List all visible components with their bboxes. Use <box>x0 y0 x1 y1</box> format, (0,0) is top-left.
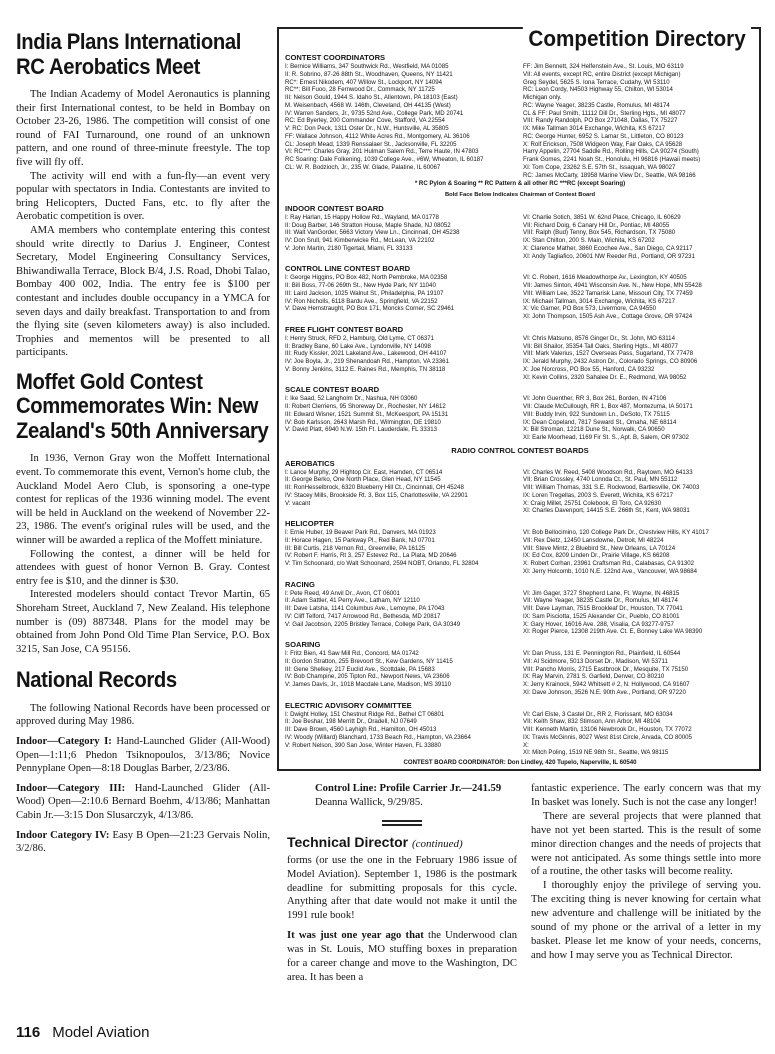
directory-entry: V: Robert Nelson, 390 San Jose, Winter Haven, FL 33880 <box>285 741 442 749</box>
directory-entry: VIII: Ralph (Bud) Tenny, Box 545, Richardson, TX 75080 <box>523 229 676 237</box>
board-members-left <box>285 335 517 382</box>
board-members-right <box>523 214 755 261</box>
directory-entry: FF: Wallace Johnson, 4112 White Acres Rd., Montgomery, AL 36106 <box>285 132 470 140</box>
board-title: FREE FLIGHT CONTEST BOARD <box>285 324 404 334</box>
board-title: SCALE CONTEST BOARD <box>285 385 380 395</box>
directory-entry: X: Vic Garner, PO Box 573, Livermore, CA 94550 <box>523 305 657 313</box>
directory-entry: VII: Bill Shailor, 35354 Tall Oaks, Sterling Hgts., MI 48077 <box>523 342 679 350</box>
directory-entry: IX: Sam Pisciotta, 1525 Alexander Cir., Pueblo, CO 81001 <box>523 612 680 620</box>
td-title: Technical Director <box>287 833 409 850</box>
directory-entry: VII: Rex Dietz, 12450 Lansdowne, Detroit, MI 48224 <box>523 536 664 544</box>
directory-entry: VIII: Randy Randolph, PO Box 271048, Dallas, TX 75227 <box>523 117 678 125</box>
left-column <box>16 30 270 856</box>
directory-entry: III: Gene Shelkey, 217 Euclid Ave., Scottdale, PA 15683 <box>285 665 435 673</box>
directory-entry: V: Bonny Jenkins, 3112 E. Raines Rd., Memphis, TN 38118 <box>285 365 446 373</box>
board-title: RACING <box>285 579 315 589</box>
directory-entry: I: Dwight Holley, 151 Chestnut Ridge Rd., Bethel CT 06801 <box>285 710 445 718</box>
board-section <box>285 204 755 261</box>
directory-entry: VI: Carl Elste, 3 Castel Dr., RR 2, Florissant, MO 63034 <box>523 710 673 718</box>
directory-entry: V: John Martin, 2180 Tigertail, Miami, FL 33133 <box>285 244 413 252</box>
coordinators-right <box>523 63 755 179</box>
directory-entry: X: Robert Corhan, 23961 Craftsman Rd., Calabasas, CA 91302 <box>523 560 695 567</box>
directory-entry: V: James Davis, Jr., 1018 Macdale Lane, Madison, MS 39110 <box>285 681 451 688</box>
directory-entry: IX: Travis McGinnis, 8027 West 81st Circle, Arvada, CO 80005 <box>523 733 692 741</box>
directory-entry: RC**: Bill Fuoo, 28 Fernwood Dr., Commack, NY 11725 <box>285 86 435 94</box>
lower-col-b <box>531 782 761 985</box>
td-continued: (continued) <box>412 837 463 850</box>
directory-entry: III: RonHesselbrock, 6320 Blueberry Hill Ct., Cincinnati, OH 45248 <box>285 484 464 491</box>
directory-entry: XI: Roger Pierce, 12308 219th Ave. Ct. E, Bonney Lake WA 98390 <box>523 628 703 636</box>
india-p1: The Indian Academy of Model Aeronautics is planning their first International contest, to be held in Bombay on October 23-26, 1986. The competition will consist of one round of FAI Turnaround, one round of an unknown pattern, and one round of three-minute freestyle. The top five will fly off. <box>16 89 270 168</box>
cl-line: Control Line: Profile Carrier Jr.—241.59 <box>315 783 502 794</box>
record-1 <box>16 735 270 776</box>
directory-entry: VII: Wayne Yeager, 38235 Castle Dr., Romulus, MI 48174 <box>523 597 678 605</box>
control-line-record <box>287 782 517 810</box>
directory-entry: II: R. Sobrino, 87-26 88th St., Woodhaven, Queens, NY 11421 <box>285 70 453 78</box>
directory-entry: VIII: Dave Layman, 7515 Brookleaf Dr., Houston, TX 77041 <box>523 605 683 612</box>
directory-entry: IV: Warren Sanders, Jr., 9735 52nd Ave., College Park, MD 20741 <box>285 109 464 117</box>
directory-entry: RC*: Ernest Nikodem, 407 Willow St., Lockport, NY 14094 <box>285 78 443 86</box>
india-p3: AMA members who contemplate entering this contest should write directly to Darius J. Engineer, Contest Secretary, Model Engineering Consultancy Services, Bhiwandiwalla Terrace, Block B/4, J.S. Road, Dhobi Talao, Bombay 400 002, India. The entry fee is $100 per contestant and includes double occupancy in a YMCA for seven days and daily breakfast. Transportation to and from the flying site (seven kilometers away) is also included. Trophies and mementos will be presented to all participants. <box>16 224 270 359</box>
board-section <box>285 385 755 442</box>
board-members <box>285 469 755 516</box>
directory-entry: III: Rudy Kissler, 2021 Lakeland Ave., Lakewood, OH 44107 <box>285 350 447 358</box>
td-p1: forms (or use the one in the February 1986 issue of Model Aviation). September 1, 1986 is the postmark deadline for submitting proposals for this cycle. Anything after that date would not make it until the 1991 rule book! <box>287 854 517 922</box>
directory-entry: VII: Al Scidmore, 5013 Dorset Dr., Madison, WI 53711 <box>523 657 668 665</box>
board-members-right <box>523 529 755 576</box>
directory-entry: V: Gail Jacobson, 2205 Bristley Terrace, College Park, GA 30349 <box>285 620 461 628</box>
board-members <box>285 395 755 442</box>
directory-entry: IV: Bob Karlsson, 2643 Marsh Rd., Wilmington, DE 19810 <box>285 418 441 426</box>
directory-entry: VIII: Steve Mintz, 2 Bluebird St., New Orleans, LA 70124 <box>523 544 676 552</box>
directory-entry: IX: Ed Cox, 8209 Linden Dr., Prairie Village, KS 66208 <box>523 552 670 560</box>
directory-entry: XI: Earle Moorhead, 1169 Fir St. S., Apt. B, Salem, OR 97302 <box>523 434 689 441</box>
contest-boards <box>285 204 755 442</box>
b-p3: I thoroughly enjoy the privilege of serving you. The exciting thing is never knowing for certain what new adventure and challenge will be initiated by the sound of my phone or the arrival of a letter in my basket. Please let me know of your needs, concerns, and how I may serve you as Technical Director. <box>531 880 761 961</box>
board-members-right <box>523 274 755 321</box>
board-section <box>285 264 755 321</box>
record-3-text: Easy B Open—21:23 Gervais Nolin, 3/2/86. <box>16 829 270 855</box>
directory-entry: X: <box>523 741 529 749</box>
directory-entry: XI: Charles Davenport, 14415 S.E. 266th St., Kent, WA 98031 <box>523 507 690 515</box>
headline-india: India Plans International RC Aerobatics Meet <box>16 29 242 79</box>
directory-entry: II: George Berko, One North Place, Glen Head, NY 11545 <box>285 476 441 484</box>
directory-entry: VI: Charlie Sotich, 3851 W. 62nd Place, Chicago, IL 60629 <box>523 213 681 221</box>
board-members <box>285 335 755 382</box>
board-members-right <box>523 469 755 516</box>
moffet-p3: Interested modelers should contact Trevor Martin, 65 Shoreham Street, Auckland 7, New Zealand. His telephone number is (09) 887348. Plans for the model may be obtained from John Pond Old Time Plan Service, P.O. Box 3215, San Jose, CA 95156. <box>16 589 270 655</box>
coordinators-heading: CONTEST COORDINATORS <box>285 53 386 62</box>
directory-entry: I: Ernie Huber, 19 Beaver Park Rd., Danvers, MA 01923 <box>285 529 436 536</box>
directory-entry: VII: Claude McCullough, RR 1, Box 487, Montezuma, IA 50171 <box>523 403 693 410</box>
directory-entry: III: Bill Curtis, 218 Vernon Rd., Greenville, PA 16125 <box>285 544 426 552</box>
records-intro: The following National Records have been processed or approved during May 1986. <box>16 702 270 728</box>
record-3-head: Indoor Category IV: <box>16 829 110 841</box>
board-title: CONTROL LINE CONTEST BOARD <box>285 264 411 274</box>
board-members <box>285 590 755 637</box>
directory-entry: XI: Andy Tagliafico, 20601 NW Reeder Rd., Portland, OR 97231 <box>523 252 695 260</box>
directory-entry: VI: RC***: Charles Gray, 201 Hulman Salem Rd., Terre Haute, IN 47803 <box>285 148 479 156</box>
directory-entry: RC: Wayne Yeager, 38235 Castle, Romulus, MI 48174 <box>523 101 670 109</box>
board-members <box>285 650 755 697</box>
directory-entry: XI: Dave Johnson, 3526 N.E. 90th Ave., Portland, OR 97220 <box>523 688 686 696</box>
b-p2: There are several projects that were planned that have not yet been started. This is the result of some minor direction changes and the needs of projects that were not anticipated. As some things settle into more of a routine, the other tasks will become reality. <box>531 810 761 878</box>
directory-entry: I: Ike Saad, 52 Langholm Dr., Nashua, NH 03060 <box>285 395 418 403</box>
moffet-p1: In 1936, Vernon Gray won the Moffett International event. To commemorate this event, Vernon's home club, the Auckland Model Aero Club, is sponsoring a one-type contest for replicas of the 1936 winning model. The event will be held in Auckland on the weekend of November 22-23, 1986. The event's original rules will be used, and the winner will be awarded a replica of the Moffett miniature. <box>16 453 270 546</box>
directory-entry: CL: W. R. Bodzioch, Jr., 235 W. Glade, Palatine, IL 60067 <box>285 163 441 171</box>
directory-entry: XI: John Thompson, 1505 Ash Ave., Cottage Grove, OR 97424 <box>523 313 693 320</box>
directory-entry: Frank Gomes, 2241 Noah St., Honolulu, HI 96816 (Hawaii meets) <box>523 156 701 163</box>
directory-entry: VII: Keith Shaw, 832 Stimson, Ann Arbor, MI 48104 <box>523 718 661 726</box>
directory-entry: VI: C. Robert, 1616 Meadowthorpe Av., Lexington, KY 40505 <box>523 274 687 282</box>
coordinators <box>285 63 755 179</box>
board-section <box>285 580 755 637</box>
record-1-text: Hand-Launched Glider (All-Wood) Open—1:11;6 Phedon Tsiknopoulos, 3/13/86; Novice Pennyplane Open—8:18 Douglas Barber, 2/23/86. <box>16 735 270 775</box>
directory-entry: IV: Bob Champine, 205 Tipton Rd., Newport News, VA 23606 <box>285 673 450 681</box>
board-members <box>285 274 755 321</box>
directory-entry: IV: Woody (Willard) Blanchard, 1733 Beach Rd., Hampton, VA 23664 <box>285 733 471 741</box>
directory-entry: II: Gordon Stratton, 255 Brevoort St., Kew Gardens, NY 11415 <box>285 657 453 665</box>
directory-entry: III: Edward Wisner, 1521 Summit St., McKeesport, PA 15131 <box>285 410 449 418</box>
directory-entry: RC: Leon Cordy, N4503 Highway 55, Chilton, WI 53014 <box>523 86 673 94</box>
directory-entry: VI: Bob Bellocimino, 120 College Park Dr., Crestview Hills, KY 41017 <box>523 529 709 536</box>
directory-entry: VI: Charles W. Reed, 5408 Woodson Rd., Raytown, MO 64133 <box>523 468 693 476</box>
directory-entry: II: Adam Sattler, 41 Perry Ave., Latham, NY 12110 <box>285 597 420 605</box>
directory-entry: V: Dave Hemstraught, PO Box 171, Moncks Corner, SC 29461 <box>285 305 455 313</box>
directory-entry: V: vacant <box>285 499 311 507</box>
directory-entry: VIII: Pancho Morris, 2715 Eastbrook Dr., Mesquite, TX 75150 <box>523 665 689 673</box>
rc-boards <box>285 459 755 758</box>
board-members-left <box>285 395 517 442</box>
directory-entry: VIII: Kenneth Martin, 13106 Newbrook Dr., Houston, TX 77072 <box>523 726 692 733</box>
directory-entry: I: Henry Struck, RFD 2, Hamburg, Old Lyme, CT 06371 <box>285 334 435 342</box>
directory-entry: IV: Cliff Telford, 7417 Arrowood Rd., Bethesda, MD 20817 <box>285 612 441 620</box>
page-number: 116 <box>16 1024 41 1041</box>
directory-entry: X: Joe Norcross, PO Box 55, Hanford, CA 93232 <box>523 365 655 373</box>
directory-entry: X: Craig Millet, 25751 Colebook, El Toro, CA 92630 <box>523 499 662 507</box>
directory-entry: II: Bill Boss, 77-06 269th St., New Hyde Park, NY 11040 <box>285 282 436 289</box>
directory-entry: RC Soaring: Dale Folkening, 1039 College Ave., #6W, Wheaton, IL 60187 <box>285 156 484 163</box>
magazine-name: Model Aviation <box>52 1024 150 1041</box>
directory-entry: VI: Jim Gager, 3727 Shepherd Lane, Ft. Wayne, IN 46815 <box>523 589 680 597</box>
directory-entry: Greg Seydel, 5625 S. Iona Terrace, Cudahy, WI 53110 <box>523 78 670 86</box>
board-members-right <box>523 590 755 637</box>
directory-entry: V: RC: Don Peck, 1311 Oster Dr., N.W., Huntsville, AL 35805 <box>285 125 449 132</box>
board-section <box>285 701 755 758</box>
board-members-right <box>523 395 755 442</box>
lower-columns <box>287 782 761 985</box>
board-members <box>285 711 755 758</box>
directory-entry: III: Dave Brown, 4560 Layhigh Rd., Hamilton, OH 45013 <box>285 726 437 733</box>
board-members-right <box>523 711 755 758</box>
directory-entry: III: Laird Jackson, 1025 Walnut St., Philadelphia, PA 19107 <box>285 289 444 297</box>
directory-entry: IV: Joe Boyla, Jr., 219 Shenandoah Rd., Hampton, VA 23361 <box>285 358 449 365</box>
directory-entry: IV: Ron Nicholls, 6118 Bardu Ave., Springfield, VA 22152 <box>285 297 438 305</box>
board-title: AEROBATICS <box>285 458 335 468</box>
board-members <box>285 529 755 576</box>
board-title: ELECTRIC ADVISORY COMMITTEE <box>285 700 412 710</box>
directory-entry: IX: Dean Copeland, 7817 Seward St., Omaha, NE 68114 <box>523 418 677 426</box>
directory-entry: X: Jerry Krainock, 5942 Whitsett # 2, N. Hollywood, CA 91607 <box>523 681 690 688</box>
directory-entry: XI: Mitch Poling, 1519 NE 98th St., Seattle, WA 98115 <box>523 749 669 757</box>
directory-entry: X: Bill Stroman, 12218 Dune St., Norwalk, CA 90650 <box>523 426 665 434</box>
board-members-right <box>523 335 755 382</box>
divider <box>382 820 422 826</box>
board-section <box>285 519 755 576</box>
board-section <box>285 459 755 516</box>
directory-entry: I: Pete Reed, 49 Anvil Dr., Avon, CT 06001 <box>285 589 400 597</box>
directory-entry: VII: All events, except RC, entire District (except Michigan) <box>523 70 681 78</box>
directory-entry: XI: Jerry Holcomb, 1010 N.E. 122nd Ave., Vancouver, WA 98684 <box>523 567 697 575</box>
rc-heading: RADIO CONTROL CONTEST BOARDS <box>451 445 589 455</box>
directory-entry: X: Gary Hover, 16016 Ave. 288, Visalia, CA 93277-9757 <box>523 620 674 628</box>
directory-entry: X: Rolf Erickson, 7508 Widgeon Way, Fair Oaks, CA 95628 <box>523 140 683 148</box>
directory-entry: IV: Stacey Mills, Brookside Rt. 3, Box 115, Charlottesville, VA 22901 <box>285 491 468 499</box>
directory-entry: VI: John Guenther, RR 3, Box 261, Borden, IN 47106 <box>523 395 667 403</box>
directory-body <box>285 53 755 767</box>
directory-entry: IV: Robert F. Harris, Rt 3, 257 Estevez Rd., La Plata, MD 20646 <box>285 552 457 560</box>
headline-moffet: Moffet Gold Contest Commemorates Win: New Zealand's 50th Anniversary <box>16 368 269 443</box>
board-coordinator: CONTEST BOARD COORDINATOR: Don Lindley, 420 Tupelo, Naperville, IL 60540 <box>403 759 637 766</box>
legend: * RC Pylon & Soaring ** RC Pattern & all other RC ***RC (except Soaring) <box>414 180 626 188</box>
coordinators-left <box>285 63 517 179</box>
bold-note: Bold Face Below Indicates Chairman of Contest Board <box>444 192 596 198</box>
directory-entry: VI: Dan Pruss, 131 E. Pennington Rd., Plainfield, IL 60544 <box>523 650 681 657</box>
directory-entry: CL & FF: Paul Smith, 11112 Dill Dr., Sterling Hgts., MI 48077 <box>523 109 686 117</box>
footer <box>16 1024 150 1041</box>
directory-entry: IX: Loren Tregellas, 2003 S. Everett, Wichita, KS 67217 <box>523 491 674 499</box>
directory-entry: IX: Jerald Murphy, 2432 Astron Dr., Colorado Springs, CO 80906 <box>523 358 698 365</box>
directory-entry: IX: Michael Tallman, 3014 Exchange, Wichita, KS 67217 <box>523 297 675 305</box>
directory-entry: III: Nelson Gould, 1944 S. Idaho St., Allentown, PA 18103 (East) <box>285 94 458 101</box>
record-2 <box>16 782 270 823</box>
directory-entry: IX: Stan Chilton, 200 S. Main, Wichita, KS 67202 <box>523 237 655 244</box>
board-members-left <box>285 469 517 516</box>
directory-entry: CL: Joseph Mead, 1339 Renssalaer St., Jacksonville, FL 32205 <box>285 140 457 148</box>
directory-entry: X: Clarence Mather, 3860 Ecochee Ave., San Diego, CA 92117 <box>523 244 693 252</box>
directory-entry: XI: Kevin Collins, 2320 Sahalee Dr. E., Redmond, WA 98052 <box>523 373 687 381</box>
td-p2 <box>287 929 517 985</box>
board-members-left <box>285 711 517 758</box>
directory-entry: I: George Higgins, PO Box 482, North Pembroke, MA 02358 <box>285 274 448 282</box>
directory-entry: VII: James Sinton, 4941 Wisconsin Ave. N., New Hope, MN 55428 <box>523 282 702 289</box>
td-heading <box>287 833 517 852</box>
record-1-head: Indoor—Category I: <box>16 735 112 747</box>
directory-entry: XI: Tom Cope, 23262 S.E. 57th St., Issaquah, WA 98027 <box>523 163 676 171</box>
board-title: INDOOR CONTEST BOARD <box>285 203 384 213</box>
directory-entry: V: Tim Schoonard, c/o Walt Schoonard, 2594 NOBT, Orlando, FL 32804 <box>285 560 479 567</box>
board-members-right <box>523 650 755 697</box>
lower-col-a <box>287 782 517 985</box>
directory-entry: II: Doug Barber, 146 Stratton House, Maple Shade, NJ 08052 <box>285 221 451 229</box>
directory-entry: IX: Ray Marvin, 2781 S. Garfield, Denver, CO 80210 <box>523 673 665 681</box>
board-title: HELICOPTER <box>285 519 334 528</box>
board-members <box>285 214 755 261</box>
competition-directory <box>277 27 761 771</box>
directory-entry: VIII: Mark Valerius, 1527 Overseas Pass, Sugarland, TX 77478 <box>523 350 694 358</box>
td-p2-text: the Underwood clan was in St. Louis, MO stuffing boxes in preparation for a career change and move to the Washington, DC area. It has been a <box>287 930 517 983</box>
india-p2: The activity will end with a fun-fly—an event very popular with spectators in India. Contestants are invited to bring Helicopters, Ducted Fans, etc. to fly after the Aerobatic competition is over. <box>16 170 270 223</box>
moffet-p2: Following the contest, a dinner will be held for attendees with guest of honor Vernon B. Gray. Contest entry fee is $10, and the dinner is $30. <box>16 548 270 587</box>
directory-entry: VII: Richard Doig, 6 Canary Hill Dr., Pontiac, MI 48055 <box>523 221 670 229</box>
directory-entry: VIII: William Thomas, 331 S.E. Rockwood, Bartlesville, OK 74003 <box>523 484 700 491</box>
directory-entry: II: Robert Clerriens, 95 Shoreway Dr., Rochester, NY 14612 <box>285 403 446 410</box>
directory-entry: IX: Mike Tallman 3014 Exchange, Wichita, KS 67217 <box>523 125 666 132</box>
directory-entry: VIII: William Lee, 3522 Tamarisk Lane, Missouri City, TX 77459 <box>523 289 693 297</box>
directory-entry: II: Bradley Bane, 60 Lake Ave., Lyndonville, NY 14098 <box>285 342 431 350</box>
board-members-left <box>285 590 517 637</box>
board-section <box>285 640 755 697</box>
board-members-left <box>285 214 517 261</box>
record-2-head: Indoor—Category III: <box>16 782 126 794</box>
directory-entry: I: Lance Murphy, 29 Hightop Cir. East, Hamden, CT 06514 <box>285 468 443 476</box>
directory-entry: II: Horace Hagen, 15 Parkway Pl., Red Bank, NJ 07701 <box>285 536 435 544</box>
board-members-left <box>285 650 517 697</box>
directory-entry: RC: Ed Byerley, 200 Commander Cove, Stafford, VA 22554 <box>285 117 445 125</box>
directory-entry: FF: Jim Bennett, 324 Helfenstein Ave., St. Louis, MO 63119 <box>523 63 684 70</box>
directory-entry: I: Ray Harlan, 15 Happy Hollow Rd., Wayland, MA 01778 <box>285 213 439 221</box>
directory-entry: III: Dave Latsha, 1141 Columbus Ave., Lemoyne, PA 17043 <box>285 605 445 612</box>
directory-entry: Michigan only. <box>523 94 562 101</box>
board-members-left <box>285 529 517 576</box>
directory-title: Competition Directory <box>523 26 751 52</box>
record-3 <box>16 829 270 856</box>
board-members-left <box>285 274 517 321</box>
cl-line2: Deanna Wallick, 9/29/85. <box>315 796 423 808</box>
directory-entry: I: Fritz Bien, 41 Saw Mill Rd., Concord, MA 01742 <box>285 650 419 657</box>
directory-entry: III: Walt VanGorder, 5663 Victory View Ln., Cincinnati, OH 45238 <box>285 229 460 237</box>
board-title: SOARING <box>285 640 321 649</box>
directory-entry: II: Joe Beshar, 198 Merritt Dr., Oradell, NJ 07649 <box>285 718 417 726</box>
directory-entry: IV: Don Srull, 941 Kimberwicke Rd., McLean, VA 22102 <box>285 237 435 244</box>
directory-entry: RC: James McCarty, 18958 Marine View Dr., Seattle, WA 98166 <box>523 171 696 179</box>
directory-entry: VI: Chris Matsuno, 8576 Ginger Dr., St. John, MO 63114 <box>523 334 675 342</box>
directory-entry: I: Bernice Williams, 347 Southwick Rd., Westfield, MA 01085 <box>285 63 449 70</box>
record-2-text: Hand-Launched Glider (All-Wood) Open—2:10.6 Bernard Boehm, 4/13/86; Manhattan Cabin Jr.—3:15 Don Slusarczyk, 4/13/86. <box>16 782 270 821</box>
headline-records: National Records <box>16 667 177 693</box>
directory-entry: Harry Appelin, 27704 Saddle Rd., Rolling Hills, CA 90274 (South) <box>523 148 699 156</box>
directory-entry: M. Weisenbach, 4568 W. 146th, Cleveland, OH 44135 (West) <box>285 101 451 109</box>
directory-entry: VII: Brian Crossley, 4740 Lonnda Ct., St. Paul, MN 55112 <box>523 476 678 484</box>
td-p2-lead: It was just one year ago that <box>287 930 424 942</box>
directory-entry: RC: George Hunter, 6952 S. Lamar St., Littleton, CO 80123 <box>523 132 684 140</box>
directory-entry: VIII: Buddy Irvin, 922 Sundown Ln., DeSoto, TX 75115 <box>523 410 670 418</box>
board-section <box>285 325 755 382</box>
b-p1: fantastic experience. The early concern was that my In basket was lonely. Such is not the case any longer! <box>531 783 761 808</box>
directory-entry: V: David Platt, 6940 N.W. 15th Ft. Lauderdale, FL 33313 <box>285 426 437 434</box>
